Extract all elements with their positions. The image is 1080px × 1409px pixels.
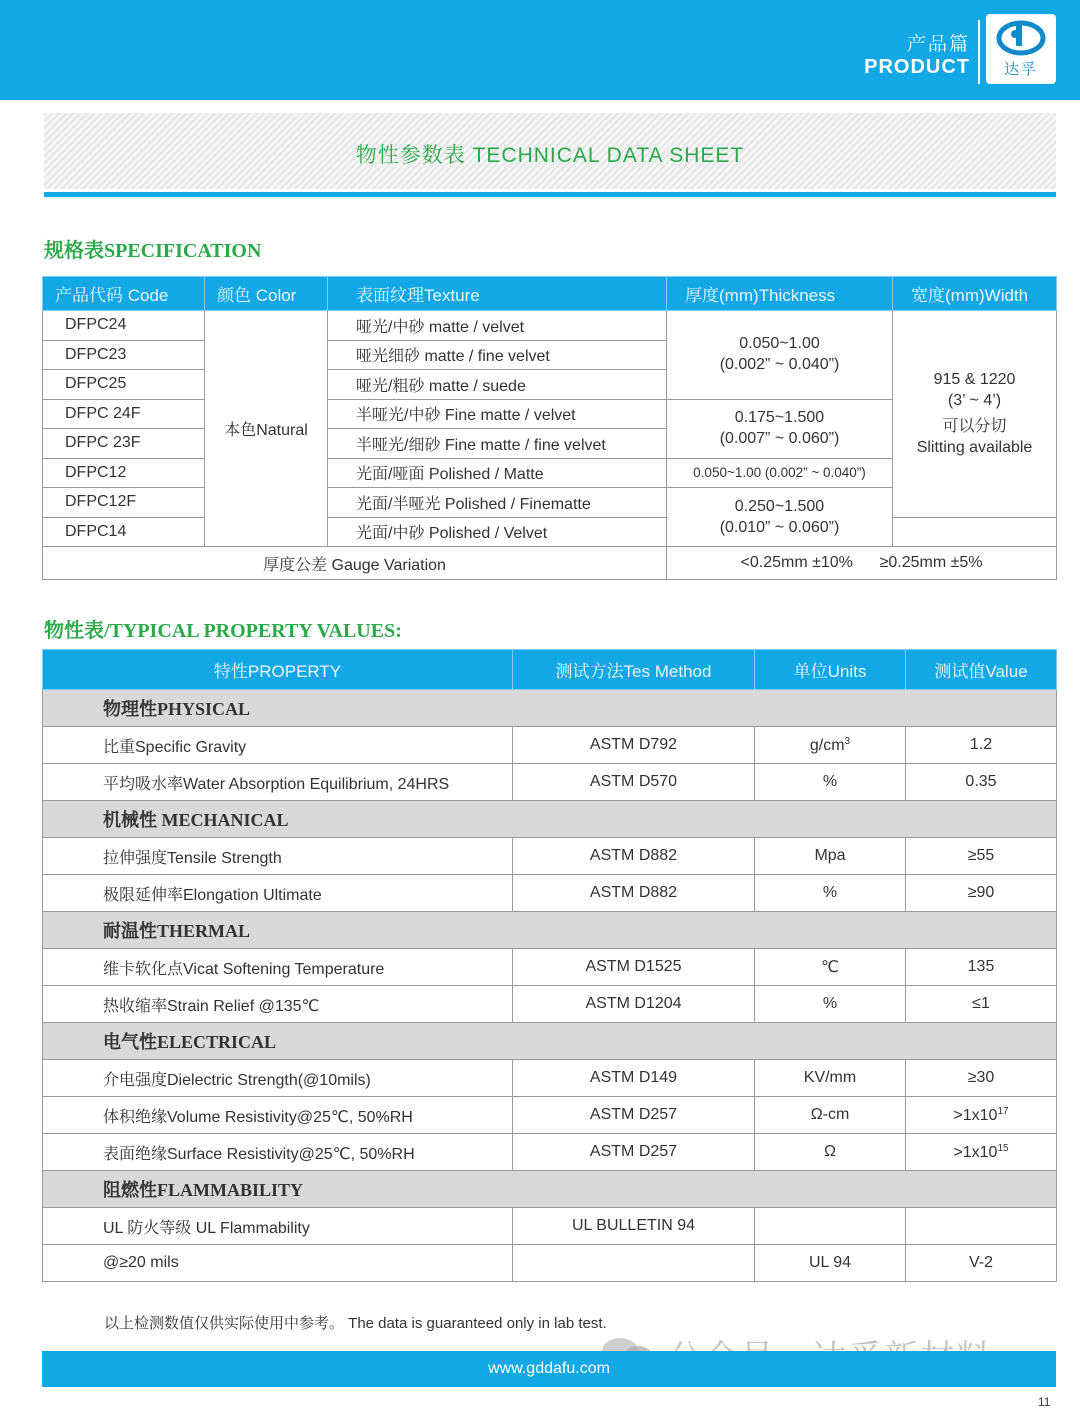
property-name: 极限延伸率Elongation Ultimate [43, 875, 513, 912]
gauge-label: 厚度公差 Gauge Variation [43, 547, 667, 580]
props-col-method: 测试方法Tes Method [513, 650, 755, 690]
property-name: UL 防火等级 UL Flammability [43, 1208, 513, 1245]
spec-thickness-group-2 [667, 399, 893, 458]
spec-code: DFPC23 [43, 340, 205, 370]
units [755, 1208, 906, 1245]
value: ≥90 [906, 875, 1057, 912]
header-section-label [864, 34, 970, 78]
category-physical: 物理性PHYSICAL [43, 690, 1057, 727]
gauge-row [43, 547, 1057, 580]
category-thermal: 耐温性THERMAL [43, 912, 1057, 949]
property-name: 表面绝缘Surface Resistivity@25℃, 50%RH [43, 1134, 513, 1171]
test-method: ASTM D257 [513, 1097, 755, 1134]
category-flammability: 阻燃性FLAMMABILITY [43, 1171, 1057, 1208]
title-band [44, 113, 1056, 189]
spec-color: 本色Natural [205, 311, 328, 547]
spec-header-row [43, 277, 1057, 311]
test-method: ASTM D882 [513, 875, 755, 912]
property-name: 拉伸强度Tensile Strength [43, 838, 513, 875]
property-name: 介电强度Dielectric Strength(@10mils) [43, 1060, 513, 1097]
table-row [43, 517, 1057, 547]
spec-code: DFPC 23F [43, 429, 205, 459]
spec-col-thickness: 厚度(mm)Thickness [667, 277, 893, 311]
page-title: 物性参数表 TECHNICAL DATA SHEET [355, 144, 745, 167]
spec-texture: 光面/半哑光 Polished / Finematte [328, 488, 667, 518]
value: ≥30 [906, 1060, 1057, 1097]
spec-col-color: 颜色 Color [205, 277, 328, 311]
spec-thickness-inch: (0.010” ~ 0.060”) [719, 518, 840, 536]
header-divider [978, 20, 980, 84]
table-row [43, 986, 1057, 1023]
test-method: ASTM D882 [513, 838, 755, 875]
property-name: 热收缩率Strain Relief @135℃ [43, 986, 513, 1023]
value [906, 1134, 1057, 1171]
value: 135 [906, 949, 1057, 986]
spec-width-inch: (3’ ~ 4’) [947, 391, 1002, 409]
value: 0.35 [906, 764, 1057, 801]
spec-thickness-value: 0.250~1.500 [734, 497, 825, 515]
property-name: 维卡软化点Vicat Softening Temperature [43, 949, 513, 986]
category-row [43, 801, 1057, 838]
table-row [43, 1097, 1057, 1134]
units: Ω [755, 1134, 906, 1171]
spec-code: DFPC 24F [43, 399, 205, 429]
units [755, 727, 906, 764]
units: % [755, 764, 906, 801]
test-method: ASTM D257 [513, 1134, 755, 1171]
test-method: UL BULLETIN 94 [513, 1208, 755, 1245]
props-col-value: 测试值Value [906, 650, 1057, 690]
props-col-property: 特性PROPERTY [43, 650, 513, 690]
spec-thickness-value: 0.175~1.500 [734, 409, 825, 426]
units: % [755, 986, 906, 1023]
company-logo [986, 14, 1056, 84]
spec-table [42, 276, 1057, 580]
table-row [43, 1060, 1057, 1097]
property-name: 比重Specific Gravity [43, 727, 513, 764]
test-method: ASTM D1525 [513, 949, 755, 986]
units: % [755, 875, 906, 912]
table-row [43, 1208, 1057, 1245]
spec-texture: 半哑光/细砂 Fine matte / fine velvet [328, 429, 667, 459]
table-row [43, 838, 1057, 875]
spec-texture: 哑光细砂 matte / fine velvet [328, 340, 667, 370]
spec-thickness-group-3: 0.050~1.00 (0.002” ~ 0.040”) [667, 458, 893, 488]
spec-thickness-value: 0.050~1.00 [739, 335, 820, 353]
units: ℃ [755, 949, 906, 986]
table-row [43, 311, 1057, 341]
spec-width-slitting-en: Slitting available [916, 438, 1033, 456]
spec-thickness-inch: (0.002” ~ 0.040”) [719, 356, 840, 374]
spec-thickness-group-4 [667, 488, 893, 547]
spec-code: DFPC12 [43, 458, 205, 488]
logo-mark-icon [986, 14, 1056, 60]
footnote: 以上检测数值仅供实际使用中参考。 The data is guaranteed only in lab test. [104, 1315, 607, 1332]
spec-texture: 光面/中砂 Polished / Velvet [328, 517, 667, 547]
unit-superscript: 3 [844, 735, 851, 747]
props-col-units: 单位Units [755, 650, 906, 690]
footer-url-link[interactable]: www.gddafu.com [488, 1360, 610, 1377]
spec-width [893, 311, 1057, 518]
spec-code: DFPC24 [43, 311, 205, 341]
units: Mpa [755, 838, 906, 875]
property-name: 平均吸水率Water Absorption Equilibrium, 24HRS [43, 764, 513, 801]
spec-texture: 哑光/中砂 matte / velvet [328, 311, 667, 341]
props-heading: 物性表/TYPICAL PROPERTY VALUES: [44, 620, 402, 642]
test-method: ASTM D149 [513, 1060, 755, 1097]
value: ≥55 [906, 838, 1057, 875]
table-row [43, 764, 1057, 801]
value [906, 1208, 1057, 1245]
test-method: ASTM D792 [513, 727, 755, 764]
spec-col-width: 宽度(mm)Width [893, 277, 1057, 311]
page-number: 11 [1038, 1395, 1051, 1409]
props-header-row [43, 650, 1057, 690]
category-electrical: 电气性ELECTRICAL [43, 1023, 1057, 1060]
unit-text: g/cm [809, 736, 845, 754]
spec-texture: 半哑光/中砂 Fine matte / velvet [328, 399, 667, 429]
table-row [43, 875, 1057, 912]
category-row [43, 912, 1057, 949]
value-text: >1x10 [953, 1143, 998, 1161]
spec-code: DFPC25 [43, 370, 205, 400]
spec-col-texture: 表面纹理Texture [328, 277, 667, 311]
category-row [43, 690, 1057, 727]
spec-code: DFPC12F [43, 488, 205, 518]
category-mechanical: 机械性 MECHANICAL [43, 801, 1057, 838]
property-name: @≥20 mils [43, 1245, 513, 1282]
spec-code: DFPC14 [43, 517, 205, 547]
value-superscript: 15 [997, 1142, 1009, 1154]
property-table [42, 649, 1057, 1282]
units: UL 94 [755, 1245, 906, 1282]
test-method: ASTM D570 [513, 764, 755, 801]
footer-bar [42, 1351, 1056, 1387]
gauge-value: <0.25mm ±10% ≥0.25mm ±5% [667, 547, 1057, 580]
table-row [43, 1134, 1057, 1171]
category-row [43, 1023, 1057, 1060]
test-method [513, 1245, 755, 1282]
value: V-2 [906, 1245, 1057, 1282]
category-row [43, 1171, 1057, 1208]
spec-thickness-group-1 [667, 311, 893, 400]
spec-width-blank [893, 517, 1057, 547]
table-row [43, 1245, 1057, 1282]
property-name: 体积绝缘Volume Resistivity@25℃, 50%RH [43, 1097, 513, 1134]
spec-col-code: 产品代码 Code [43, 277, 205, 311]
value [906, 1097, 1057, 1134]
value-superscript: 17 [997, 1105, 1009, 1117]
spec-thickness-inch: (0.007” ~ 0.060”) [719, 430, 840, 447]
value: 1.2 [906, 727, 1057, 764]
spec-heading: 规格表SPECIFICATION [44, 240, 262, 262]
units: Ω-cm [755, 1097, 906, 1134]
spec-width-slitting-cn: 可以分切 [942, 417, 1007, 435]
logo-text: 达孚 [1003, 60, 1038, 78]
value-text: >1x10 [953, 1106, 998, 1124]
units: KV/mm [755, 1060, 906, 1097]
spec-texture: 哑光/粗砂 matte / suede [328, 370, 667, 400]
spec-width-value: 915 & 1220 [933, 370, 1016, 388]
title-rule [44, 192, 1056, 197]
value: ≤1 [906, 986, 1057, 1023]
table-row [43, 727, 1057, 764]
header-section-en: PRODUCT [864, 56, 970, 78]
header-section-cn: 产品篇 [906, 34, 970, 55]
spec-texture: 光面/哑面 Polished / Matte [328, 458, 667, 488]
test-method: ASTM D1204 [513, 986, 755, 1023]
table-row [43, 949, 1057, 986]
